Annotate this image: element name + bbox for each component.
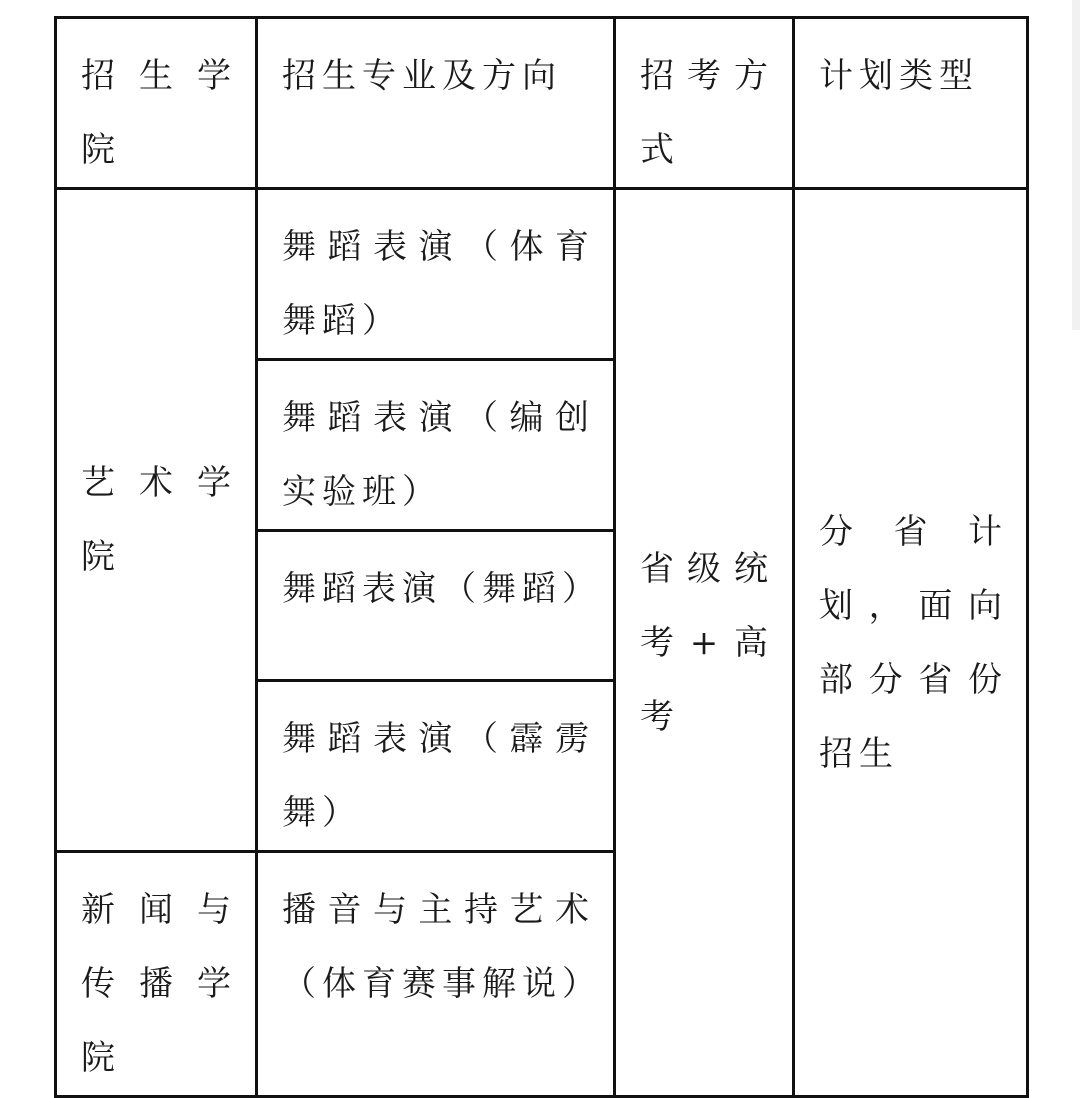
major-cell: 舞蹈表演（舞蹈） (257, 531, 615, 681)
exam-method-cell: 省级统考+高考 (615, 189, 794, 1097)
plan-type-cell: 分省计划，面向部分省份招生 (794, 189, 1028, 1097)
header-plan-type: 计划类型 (794, 18, 1028, 189)
major-cell: 舞蹈表演（编创实验班） (257, 360, 615, 531)
header-major: 招生专业及方向 (257, 18, 615, 189)
major-cell: 播音与主持艺术（体育赛事解说） (257, 852, 615, 1097)
table-row (56, 189, 1028, 360)
header-exam-method: 招考方式 (615, 18, 794, 189)
header-college: 招生学院 (56, 18, 257, 189)
enrollment-table (54, 16, 1029, 1098)
college-cell-journalism: 新闻与传播学院 (56, 852, 257, 1097)
major-cell: 舞蹈表演（霹雳舞） (257, 681, 615, 852)
table-header-row (56, 18, 1028, 189)
college-cell-art: 艺术学院 (56, 189, 257, 852)
page-edge (1072, 0, 1080, 330)
major-cell: 舞蹈表演（体育舞蹈） (257, 189, 615, 360)
